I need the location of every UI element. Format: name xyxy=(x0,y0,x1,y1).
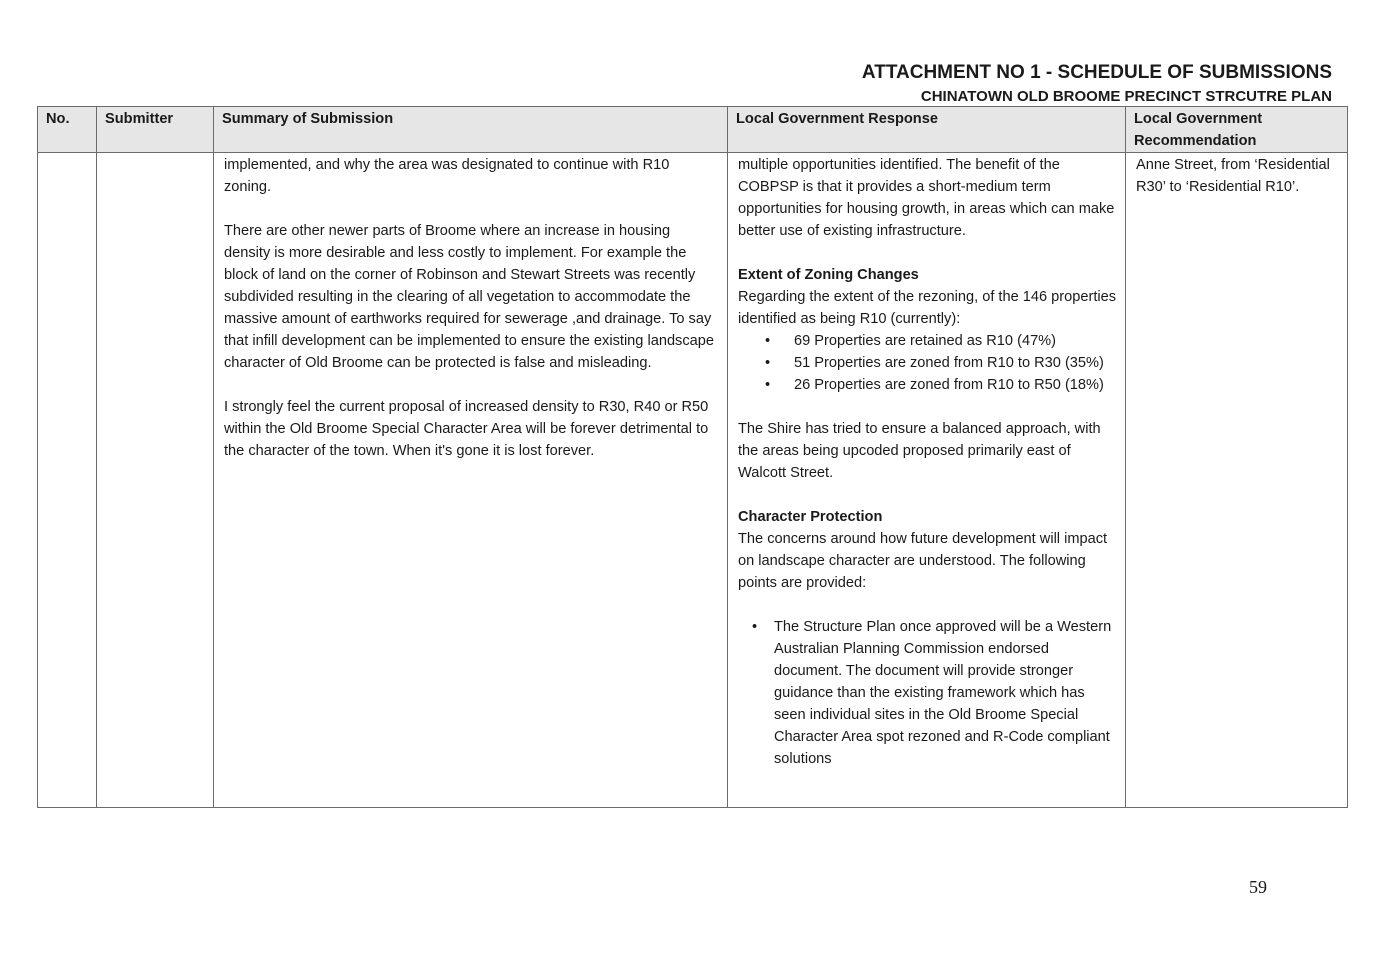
summary-paragraph-1: implemented, and why the area was designated to continue with R10 zoning. xyxy=(224,157,670,195)
list-item: • The Structure Plan once approved will be a Western Australian Planning Commission endorsed document. The document will provide stronger guidance than the existing framework which has seen individual sites in the Old Broome Special Character Area spot rezoned and R-Code compliant solutions xyxy=(774,616,1117,770)
zoning-bullet-list xyxy=(738,330,1117,396)
response-heading-character: Character Protection xyxy=(738,509,883,525)
cell-recommendation: Anne Street, from ‘Residential R30’ to ‘Residential R10’. xyxy=(1126,153,1348,808)
response-heading-zoning: Extent of Zoning Changes xyxy=(738,267,919,283)
cell-summary xyxy=(214,153,728,808)
document-subtitle: CHINATOWN OLD BROOME PRECINCT STRCUTRE PLAN xyxy=(920,88,1332,105)
table-header-row xyxy=(38,107,1348,153)
page-number: 59 xyxy=(1249,877,1267,897)
submissions-table xyxy=(37,106,1348,808)
column-header-no: No. xyxy=(38,107,97,153)
response-paragraph-1: multiple opportunities identified. The benefit of the COBPSP is that it provides a short-medium term opportunities for housing growth, in areas which can make better use of existing infrastructure. xyxy=(738,157,1115,239)
document-title: ATTACHMENT NO 1 - SCHEDULE OF SUBMISSIONS xyxy=(861,62,1332,83)
response-paragraph-4: The concerns around how future development will impact on landscape character are understood. The following points are provided: xyxy=(738,531,1108,591)
list-item: • 26 Properties are zoned from R10 to R50 (18%) xyxy=(794,374,1117,396)
column-header-summary: Summary of Submission xyxy=(214,107,728,153)
column-header-response: Local Government Response xyxy=(728,107,1126,153)
character-bullet-list xyxy=(738,616,1117,770)
column-header-recommendation xyxy=(1126,107,1348,153)
list-item: • 69 Properties are retained as R10 (47%) xyxy=(794,330,1117,352)
summary-paragraph-3: I strongly feel the current proposal of increased density to R30, R40 or R50 within the Old Broome Special Character Area will be forever detrimental to the character of the town. When it's gone it is lost forever. xyxy=(224,399,709,459)
response-paragraph-3: The Shire has tried to ensure a balanced approach, with the areas being upcoded proposed primarily east of Walcott Street. xyxy=(738,421,1101,481)
column-header-submitter: Submitter xyxy=(97,107,214,153)
cell-response xyxy=(728,153,1126,808)
recommendation-header-line2: Recommendation xyxy=(1134,133,1257,149)
cell-no xyxy=(38,153,97,808)
response-paragraph-2: Regarding the extent of the rezoning, of the 146 properties identified as being R10 (currently): xyxy=(738,289,1117,327)
table-row xyxy=(38,153,1348,808)
cell-submitter xyxy=(97,153,214,808)
recommendation-header-line1: Local Government xyxy=(1134,111,1263,127)
list-item: • 51 Properties are zoned from R10 to R30 (35%) xyxy=(794,352,1117,374)
summary-paragraph-2: There are other newer parts of Broome where an increase in housing density is more desirable and less costly to implement. For example the block of land on the corner of Robinson and Stewart Streets was recently subdivided resulting in the clearing of all vegetation to accommodate the massive amount of earthworks required for sewerage ,and drainage. To say that infill development can be implemented to ensure the existing landscape character of Old Broome can be protected is false and misleading. xyxy=(224,223,715,371)
